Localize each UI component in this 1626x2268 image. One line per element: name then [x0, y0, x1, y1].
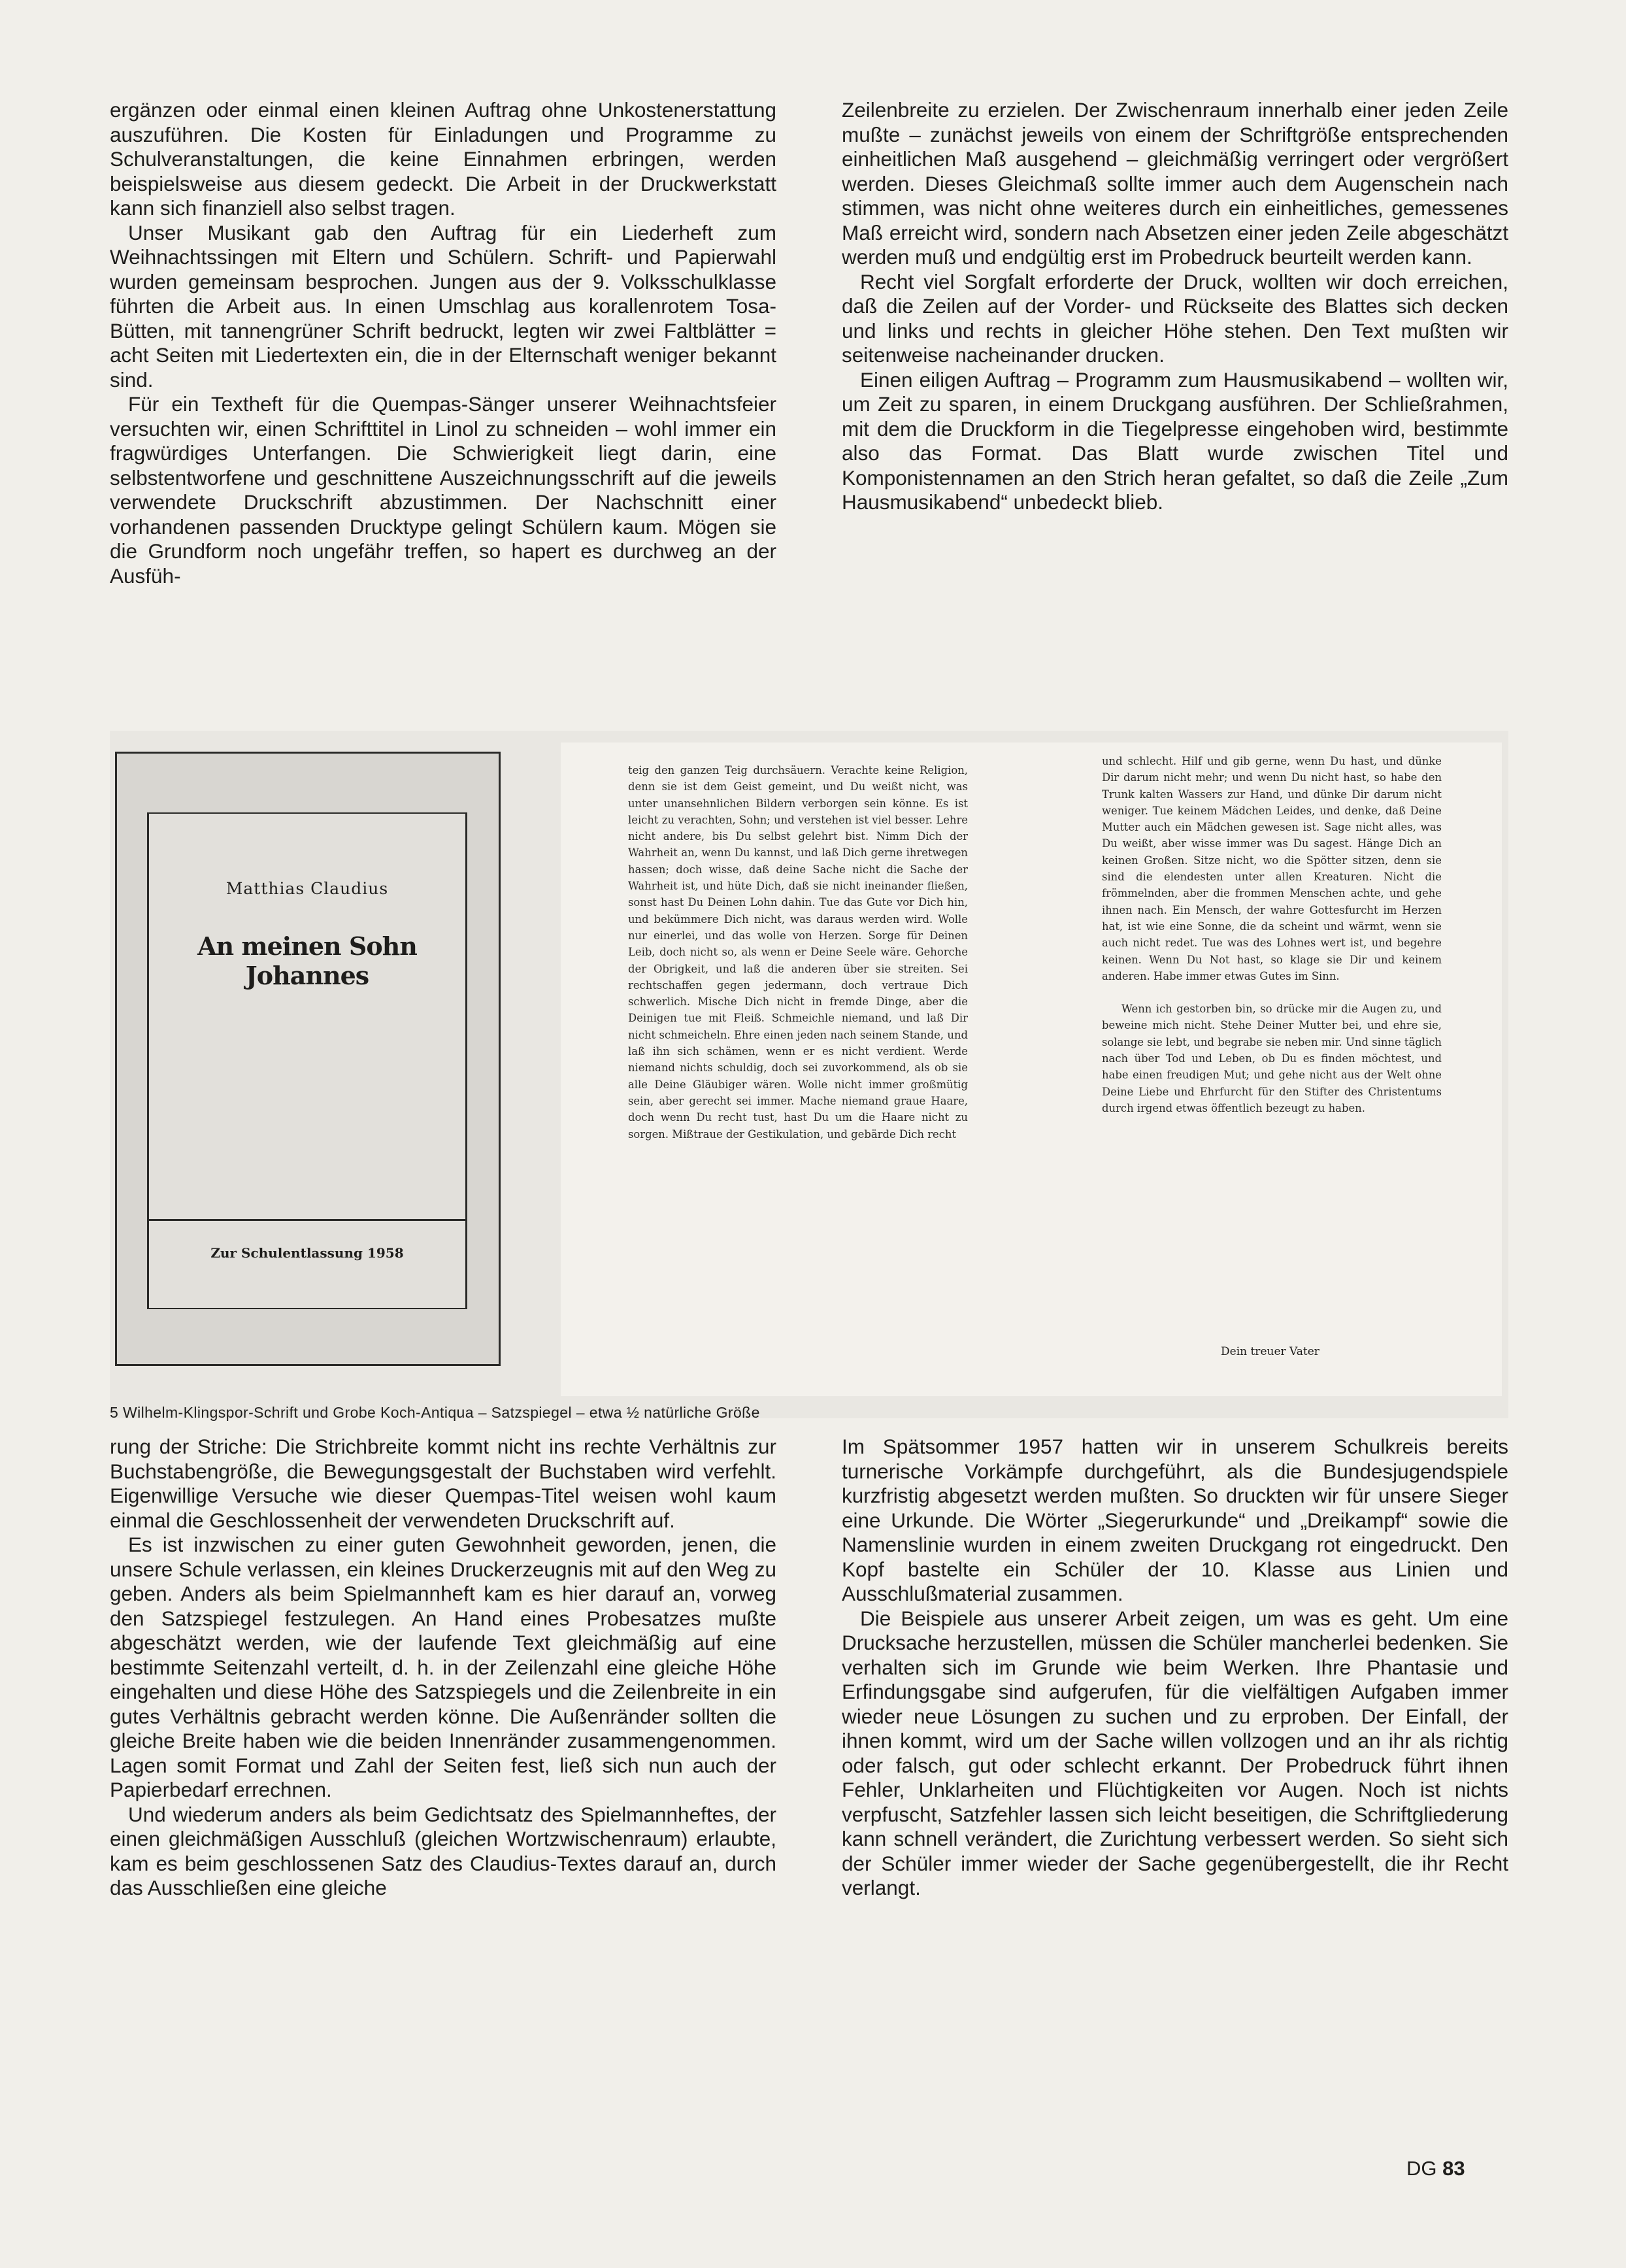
text-column-2 [842, 98, 1508, 515]
paragraph: Es ist inzwischen zu einer guten Gewohnheit geworden, jenen, die unsere Schule verlassen, ein kleines Druckerzeugnis mit auf den Weg zu geben. Anders als beim Spielmannheft kam es hier darauf an, vorweg den Satzspiegel festzulegen. An Hand eines Probesatzes mußte abgeschätzt werden, wie der laufende Text gleichmäßig auf eine bestimmte Seitenzahl verteilt, d. h. in der Zeilenzahl eine gleiche Höhe eingehalten und diese Höhe des Satzspiegels und die Zeilenbreite in ein gutes Verhältnis gebracht werden könne. Die Außenränder sollten die gleiche Breite haben wie die beiden Innenränder zusammengenommen. Lagen somit Format und Zahl der Seiten fest, ließ sich nun auch der Papierbedarf errechnen. [110, 1533, 776, 1801]
paragraph: Die Beispiele aus unserer Arbeit zeigen, um was es geht. Um eine Drucksache herzustellen, müssen die Schüler mancherlei bedenken. Sie verhalten sich im Grunde wie beim Werken. Ihre Phantasie und Erfindungsgabe sind aufgerufen, für die vielfältigen Aufgaben immer wieder neue Lösungen zu suchen und zu erproben. Der Einfall, der ihnen kommt, wird um der Sache willen vollzogen und an ihr als richtig oder falsch, gut oder schlecht erkannt. Der Probedruck führt ihnen Fehler, Unklarheiten und Flüchtigkeiten vor Augen. Noch ist nichts verpfuscht, Satzfehler lassen sich leicht beseitigen, die Schriftgliederung kann schnell verändert, die Zurichtung verbessert werden. So sieht sich der Schüler immer wieder der Sache gegenübergestellt, die ihr Recht verlangt. [842, 1606, 1508, 1899]
spread-signature: Dein treuer Vater [1221, 1345, 1319, 1358]
journal-abbrev: DG [1406, 2157, 1437, 2180]
booklet-frame [147, 812, 467, 1309]
page-number [1406, 2157, 1465, 2180]
spread-text: teig den ganzen Teig durchsäuern. Verachte keine Religion, denn sie ist dem Geist gemeint, und Du weißt nicht, was unter unansehnlichen Bildern verborgen sein könne. Es ist leicht zu verachten, Sohn; und verstehen ist viel besser. Lehre nicht andere, bis Du selbst gelehrt bist. Nimm Dich der Wahrheit an, wenn Du kannst, und laß Dich gerne ihretwegen hassen; doch wisse, daß deine Sache nicht die Sache der Wahrheit ist, und hüte Dich, daß sie nicht ineinander fließen, sonst hast Du Deinen Lohn dahin. Tue das Gute vor Dich hin, und bekümmere Dich nicht, was daraus werden wird. Wolle nur einerlei, und das wolle von Herzen. Sorge für Deinen Leib, doch nicht so, als wenn er Deine Seele wäre. Gehorche der Obrigkeit, und laß die anderen über sie streiten. Sei rechtschaffen gegen jedermann, doch vertraue Dich schwerlich. Mische Dich nicht in fremde Dinge, aber die Deinigen tue mit Fleiß. Schmeichle niemand, und laß Dir nicht schmeicheln. Ehre einen jeden nach seinem Stande, und laß ihn sich schämen, wenn er es nicht verdient. Werde niemand nichts schuldig, doch sei zuvorkommend, als ob sie alle Deine Gläubiger wären. Wolle nicht immer großmütig sein, aber gerecht sei immer. Mache niemand graue Haare, doch wenn Du recht tust, hast Du um die Haare nicht zu sorgen. Mißtraue der Gestikulation, und gebärde Dich recht [628, 764, 968, 1141]
paragraph: Recht viel Sorgfalt erforderte der Druck, wollten wir doch erreichen, daß die Zeilen auf der Vorder- und Rückseite des Blattes sich decken und links und rechts in gleicher Höhe stehen. Den Text mußten wir seitenweise nacheinander drucken. [842, 269, 1508, 367]
spread-right-page [1102, 753, 1442, 1116]
figure-5 [110, 731, 1508, 1418]
booklet-spread [561, 742, 1502, 1396]
spread-text: und schlecht. Hilf und gib gerne, wenn Du hast, und dünke Dir darum nicht mehr; und wenn Du nicht hast, so habe den Trunk kalten Wassers zur Hand, und dünke Dir darum nicht weniger. Tue keinem Mädchen Leides, und denke, daß Deine Mutter auch ein Mädchen gewesen ist. Sage nicht alles, was Du weißt, aber wisse immer was Du sagest. Hänge Dich an keinen Großen. Sitze nicht, wo die Spötter sitzen, denn sie sind die elendesten unter allen Kreaturen. Nicht die frömmelnden, aber die frommen Menschen achte, und gehe ihnen nach. Ein Mensch, der wahre Gottesfurcht im Herzen hat, ist wie eine Sonne, die da scheint und wärmt, wenn sie auch nicht redet. Tue was des Lohnes wert ist, und begehre keinen. Wenn Du Not hast, so klage sie Dir und keinem anderen. Habe immer etwas Gutes im Sinn. [1102, 755, 1442, 982]
paragraph: Und wiederum anders als beim Gedichtsatz des Spielmannheftes, der einen gleichmäßigen Ausschluß (gleichen Wortzwischenraum) erlaubte, kam es beim geschlossenen Satz des Claudius-Textes darauf an, durch das Ausschließen eine gleiche [110, 1802, 776, 1899]
text-column-4 [842, 1435, 1508, 1901]
paragraph: rung der Striche: Die Strichbreite kommt nicht ins rechte Verhältnis zur Buchstabengröße, die Bewegungsgestalt der Buchstaben wird verfehlt. Eigenwillige Versuche wie dieser Quempas-Titel weisen wohl kaum einmal die Geschlossenheit der verwendeten Druckschrift auf. [110, 1435, 776, 1532]
paragraph: Einen eiligen Auftrag – Programm zum Hausmusikabend – wollten wir, um Zeit zu sparen, in einem Druckgang ausführen. Der Schließrahmen, mit dem die Druckform in die Tiegelpresse eingehoben wird, bestimmte also das Format. Das Blatt wurde zwischen Titel und Komponistennamen an den Strich heran gefaltet, so daß die Zeile „Zum Hausmusikabend“ unbedeckt blieb. [842, 367, 1508, 514]
spread-left-page [628, 762, 968, 1142]
paragraph: Unser Musikant gab den Auftrag für ein Liederheft zum Weihnachtssingen mit Eltern und Schülern. Schrift- und Papierwahl wurden gemeinsam besprochen. Jungen aus der 9. Volksschulklasse führten die Arbeit aus. In einen Umschlag aus korallenrotem Tosa-Bütten, mit tannengrüner Schrift bedruckt, legten wir zwei Faltblätter = acht Seiten mit Liedertexten ein, die in der Elternschaft weniger bekannt sind. [110, 220, 776, 392]
paragraph: Für ein Textheft für die Quempas-Sänger unserer Weihnachtsfeier versuchten wir, einen Schrifttitel in Linol zu schneiden – wohl immer ein fragwürdiges Unterfangen. Die Schwierigkeit liegt darin, eine selbstentworfene und geschnittene Auszeichnungsschrift auf die jeweils verwendete Druckschrift abzustimmen. Der Nachschnitt einer vorhandenen passenden Drucktype gelingt Schülern kaum. Mögen sie die Grundform noch ungefähr treffen, so hapert es durchweg an der Ausfüh- [110, 392, 776, 588]
paragraph: ergänzen oder einmal einen kleinen Auftrag ohne Unkostenerstattung auszuführen. Die Kosten für Einladungen und Programme zu Schulveranstaltungen, die keine Einnahmen erbringen, werden beispielsweise aus diesem gedeckt. Die Arbeit in der Druckwerkstatt kann sich finanziell also selbst tragen. [110, 98, 776, 220]
paragraph: Im Spätsommer 1957 hatten wir in unserem Schulkreis bereits turnerische Vorkämpfe durchgeführt, als die Bundesjugendspiele kurzfristig abgesetzt werden mußten. So druckten wir für unsere Sieger eine Urkunde. Die Wörter „Siegerurkunde“ und „Dreikampf“ sowie die Namenslinie wurden in einem zweiten Druckgang rot eingedruckt. Den Kopf bastelte ein Schüler der 10. Klasse aus Linien und Ausschlußmaterial zusammen. [842, 1435, 1508, 1605]
booklet-rule [149, 1219, 465, 1221]
figure-caption: 5 Wilhelm-Klingspor-Schrift und Grobe Koch-Antiqua – Satzspiegel – etwa ½ natürliche Größe [110, 1404, 760, 1421]
text-column-1 [110, 98, 776, 588]
booklet-author: Matthias Claudius [225, 879, 389, 898]
spread-text: Wenn ich gestorben bin, so drücke mir die Augen zu, und beweine mich nicht. Stehe Deiner Mutter bei, und ehre sie, solange sie lebt, und begrabe sie neben mir. Und sinne täglich nach über Tod und Leben, ob Du es finden möchtest, und habe einen freudigen Mut; und gehe nicht aus der Welt ohne Deine Liebe und Ehrfurcht für den Stifter des Christentums durch irgend etwas öffentlich bezeugt zu haben. [1102, 1003, 1442, 1114]
booklet-title: An meinen Sohn Johannes [197, 931, 417, 990]
text-column-3 [110, 1435, 776, 1901]
booklet-cover [115, 752, 501, 1366]
page-number-value: 83 [1442, 2157, 1465, 2180]
booklet-occasion: Zur Schulentlassung 1958 [210, 1245, 404, 1261]
paragraph: Zeilenbreite zu erzielen. Der Zwischenraum innerhalb einer jeden Zeile mußte – zunächst jeweils von einem der Schriftgröße entsprechenden einheitlichen Maß ausgehend – gleichmäßig verringert oder vergrößert werden. Dieses Gleichmaß sollte immer auch dem Augenschein nach stimmen, was nicht ohne weiteres durch ein einheitliches, gemessenes Maß erreicht wird, sondern nach Absetzen einer jeden Zeile abgeschätzt werden muß und endgültig erst im Probedruck beurteilt werden kann. [842, 98, 1508, 269]
